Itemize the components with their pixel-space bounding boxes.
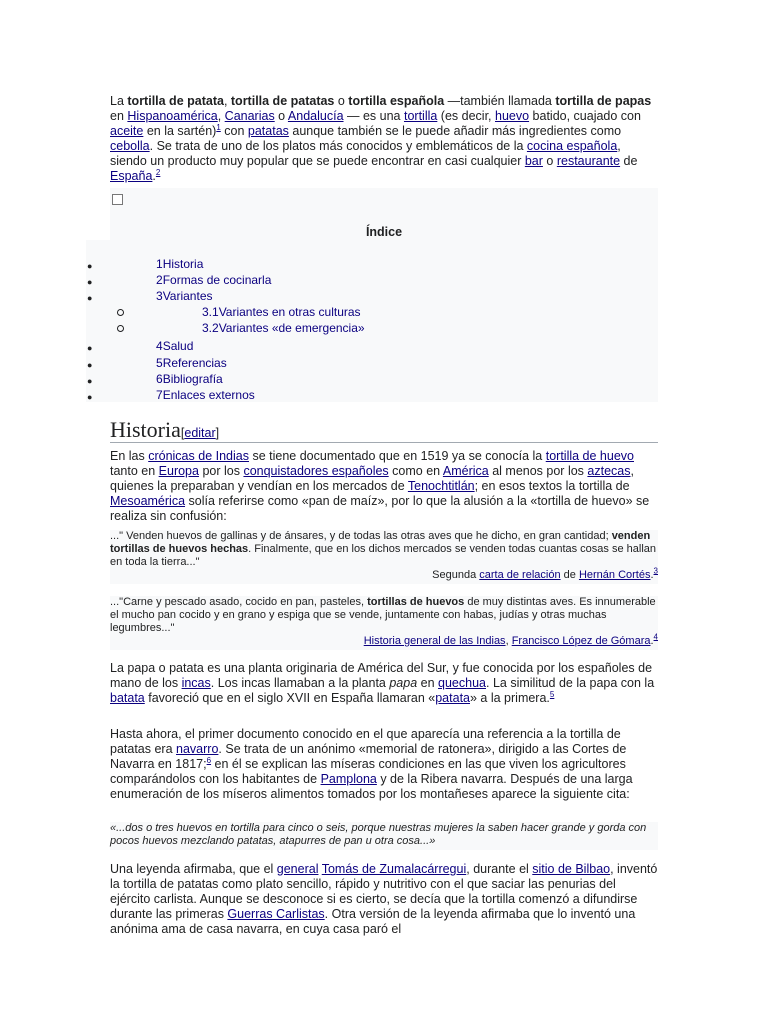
bracket: [ [180, 426, 185, 440]
bullet-icon: ● [87, 343, 93, 353]
link-conquistadores[interactable]: conquistadores españoles [243, 464, 389, 478]
circle-bullet-icon [117, 325, 124, 332]
text: . Se trata de uno de los platos más conocidos y emblemáticos de la [149, 139, 527, 153]
text: como en [388, 464, 443, 478]
text: en [417, 676, 439, 690]
bullet-icon: ● [87, 277, 93, 287]
toc-item-historia[interactable]: 1Historia [156, 257, 204, 271]
footnote-ref[interactable]: 5 [549, 689, 555, 699]
link-aztecas[interactable]: aztecas [587, 464, 631, 478]
link-carta-de-relacion[interactable]: carta de relación [479, 569, 561, 581]
text: batido, cuajado con [529, 109, 641, 123]
heading-text: Historia [110, 417, 181, 442]
footnote-ref[interactable]: 4 [653, 632, 658, 642]
toc-item-variantes-otras-culturas[interactable]: 3.1Variantes en otras culturas [202, 305, 361, 319]
quote-gomara [110, 596, 658, 650]
link-zumalacarregui[interactable]: Tomás de Zumalacárregui [321, 862, 467, 876]
link-canarias[interactable]: Canarias [224, 109, 275, 123]
text: , [223, 94, 231, 108]
circle-bullet-icon [117, 309, 124, 316]
link-mesoamerica[interactable]: Mesoamérica [110, 494, 186, 508]
text: Hasta ahora, el primer documento conocido en el que aparecía una referencia a la tortilla de patatas era [110, 727, 621, 756]
link-cocina-espanola[interactable]: cocina española [526, 139, 618, 153]
text: se tiene documentado que en 1519 ya se conocía la [248, 449, 546, 463]
text: de muy distintas aves. Es innumerable el mucho pan cocido y en grano y espiga que se vende, juntamente con habas, judías y otras muchas legumbres..." [110, 596, 656, 634]
text: al menos por los [488, 464, 588, 478]
text: . Los incas llamaban a la planta [210, 676, 390, 690]
text: o [334, 94, 349, 108]
text: Una leyenda afirmaba, que el [110, 862, 277, 876]
paragraph-papa [110, 661, 658, 706]
text: en él se explican las míseras condiciones en las que viven los agricultores comparándolos con los habitantes de [110, 757, 626, 786]
term-bold: tortilla española [348, 94, 445, 108]
link-restaurante[interactable]: restaurante [556, 154, 621, 168]
section-heading-historia [110, 417, 658, 443]
link-incas[interactable]: incas [181, 676, 211, 690]
link-general[interactable]: general [276, 862, 319, 876]
text: de [620, 154, 638, 168]
text: , durante el [466, 862, 533, 876]
link-patata[interactable]: patata [435, 691, 470, 705]
text: . La similitud de la papa con la [486, 676, 655, 690]
quote-source: Segunda carta de relación de Hernán Cortés.$^3$ [432, 566, 658, 581]
bullet-icon: ● [87, 261, 93, 271]
text: . [152, 169, 156, 183]
text: en la sartén) [143, 124, 217, 138]
bracket: ] [215, 426, 220, 440]
text: y de la Ribera navarra. Después de una larga enumeración de los míseros alimentos tomados por los montañeses aparece la siguiente cita: [110, 772, 633, 801]
text: ; en esos textos la tortilla de [474, 479, 630, 493]
link-sitio-de-bilbao[interactable]: sitio de Bilbao [532, 862, 611, 876]
link-america[interactable]: América [442, 464, 489, 478]
italic-text: papa [389, 676, 418, 690]
text: . Otra versión de la leyenda afirmaba que lo inventó una anónima ama de casa navarra, en cuya casa paró el [110, 907, 636, 936]
link-andalucia[interactable]: Andalucía [287, 109, 344, 123]
link-europa[interactable]: Europa [158, 464, 199, 478]
link-huevo[interactable]: huevo [495, 109, 530, 123]
bullet-icon: ● [87, 293, 93, 303]
link-espana[interactable]: España [110, 169, 153, 183]
text: La papa o patata es una planta originaria de América del Sur, y fue conocida por los españoles de mano de los [110, 661, 653, 690]
text: . Finalmente, que en los dichos mercados se venden todas cuantas cosas se hallan en toda la tierra..." [110, 543, 657, 568]
toc-title: Índice [365, 225, 403, 239]
link-lopez-de-gomara[interactable]: Francisco López de Gómara [511, 635, 651, 647]
link-cebolla[interactable]: cebolla [110, 139, 150, 153]
link-tortilla-de-huevo[interactable]: tortilla de huevo [545, 449, 634, 463]
toc-toggle-checkbox[interactable] [112, 194, 123, 205]
bold-text: tortillas de huevos [367, 596, 465, 608]
text: tanto en [110, 464, 159, 478]
text: aunque también se le puede añadir más ingredientes como [288, 124, 622, 138]
bullet-icon: ● [87, 392, 93, 402]
toc-item-salud[interactable]: 4Salud [156, 339, 194, 353]
toc-item-formas[interactable]: 2Formas de cocinarla [156, 273, 272, 287]
toc-item-variantes[interactable]: 3Variantes [156, 289, 213, 303]
footnote-ref[interactable]: 3 [653, 566, 658, 576]
text: o [274, 109, 288, 123]
link-hernan-cortes[interactable]: Hernán Cortés [578, 569, 651, 581]
link-patatas[interactable]: patatas [247, 124, 289, 138]
quote-memorial [110, 822, 658, 850]
bullet-icon: ● [87, 360, 93, 370]
footnote-ref[interactable]: 1 [216, 122, 221, 132]
link-tortilla[interactable]: tortilla [403, 109, 438, 123]
link-bar[interactable]: bar [524, 154, 543, 168]
link-tenochtitlan[interactable]: Tenochtitlán [407, 479, 475, 493]
text: , siendo un producto muy popular que se puede encontrar en casi cualquier [110, 139, 621, 168]
term-bold: tortilla de patata [127, 94, 224, 108]
text: » a la primera. [470, 691, 550, 705]
text: , [217, 109, 225, 123]
text: (es decir, [437, 109, 495, 123]
quote-source: Historia general de las Indias, Francisco López de Gómara.$^4$ [363, 632, 658, 647]
text: . Se trata de un anónimo «memorial de ratonera», dirigido a las Cortes de Navarra en 1817; [110, 742, 627, 771]
link-aceite[interactable]: aceite [110, 124, 144, 138]
footnote-ref[interactable]: 2 [155, 167, 161, 177]
text: solía referirse como «pan de maíz», por lo que la alusión a la «tortilla de huevo» se realiza sin confusión: [110, 494, 650, 523]
bullet-icon: ● [87, 376, 93, 386]
text: favoreció que en el siglo XVII en España llamaran « [144, 691, 436, 705]
term-bold: tortilla de papas [555, 94, 652, 108]
link-hispanoamerica[interactable]: Hispanoamérica [127, 109, 218, 123]
text: —también llamada [444, 94, 556, 108]
link-navarro[interactable]: navarro [176, 742, 219, 756]
text: con [220, 124, 248, 138]
text: ..." Venden huevos de gallinas y de ánsares, y de todas las otras aves que he dicho, en gran cantidad; [110, 530, 612, 542]
text: , inventó la tortilla de patatas como plato sencillo, rápido y nutritivo con el que saciar las penurias del ejército carlista. Aunque se desconoce si es cierto, se decía que la tortilla comenzó a difundirse durante las primeras [110, 862, 658, 921]
text: en [110, 109, 128, 123]
paragraph-navarra [110, 727, 658, 802]
footnote-ref[interactable]: 6 [206, 755, 212, 765]
toc-item-referencias[interactable]: 5Referencias [156, 356, 227, 370]
link-batata[interactable]: batata [110, 691, 145, 705]
text: , quienes la preparaban y vendían en los mercados de [110, 464, 634, 493]
text: — es una [343, 109, 404, 123]
intro-paragraph [110, 94, 658, 184]
text: por los [198, 464, 244, 478]
text: En las [110, 449, 149, 463]
quote-text: «...dos o tres huevos en tortilla para cinco o seis, porque nuestras mujeres la saben hacer grande y gorda con pocos huevos mezclando patatas, atapurres de pan u otra cosa...» [110, 822, 647, 847]
paragraph-cronicas [110, 449, 658, 524]
term-bold: tortilla de patatas [230, 94, 335, 108]
quote-cortes [110, 530, 658, 584]
toc-item-enlaces-externos[interactable]: 7Enlaces externos [156, 388, 255, 402]
text: ..."Carne y pescado asado, cocido en pan, pasteles, [110, 596, 368, 608]
link-cronicas-de-indias[interactable]: crónicas de Indias [148, 449, 249, 463]
link-historia-general-indias[interactable]: Historia general de las Indias [363, 635, 506, 647]
toc-item-variantes-emergencia[interactable]: 3.2Variantes «de emergencia» [202, 321, 365, 335]
toc-item-bibliografia[interactable]: 6Bibliografía [156, 372, 223, 386]
link-guerras-carlistas[interactable]: Guerras Carlistas [227, 907, 325, 921]
bold-text: venden tortillas de huevos hechas [110, 530, 651, 555]
text: o [542, 154, 557, 168]
text: La [110, 94, 128, 108]
link-quechua[interactable]: quechua [438, 676, 486, 690]
paragraph-leyenda [110, 862, 658, 937]
link-pamplona[interactable]: Pamplona [320, 772, 377, 786]
edit-section-link[interactable]: editar [184, 426, 216, 440]
